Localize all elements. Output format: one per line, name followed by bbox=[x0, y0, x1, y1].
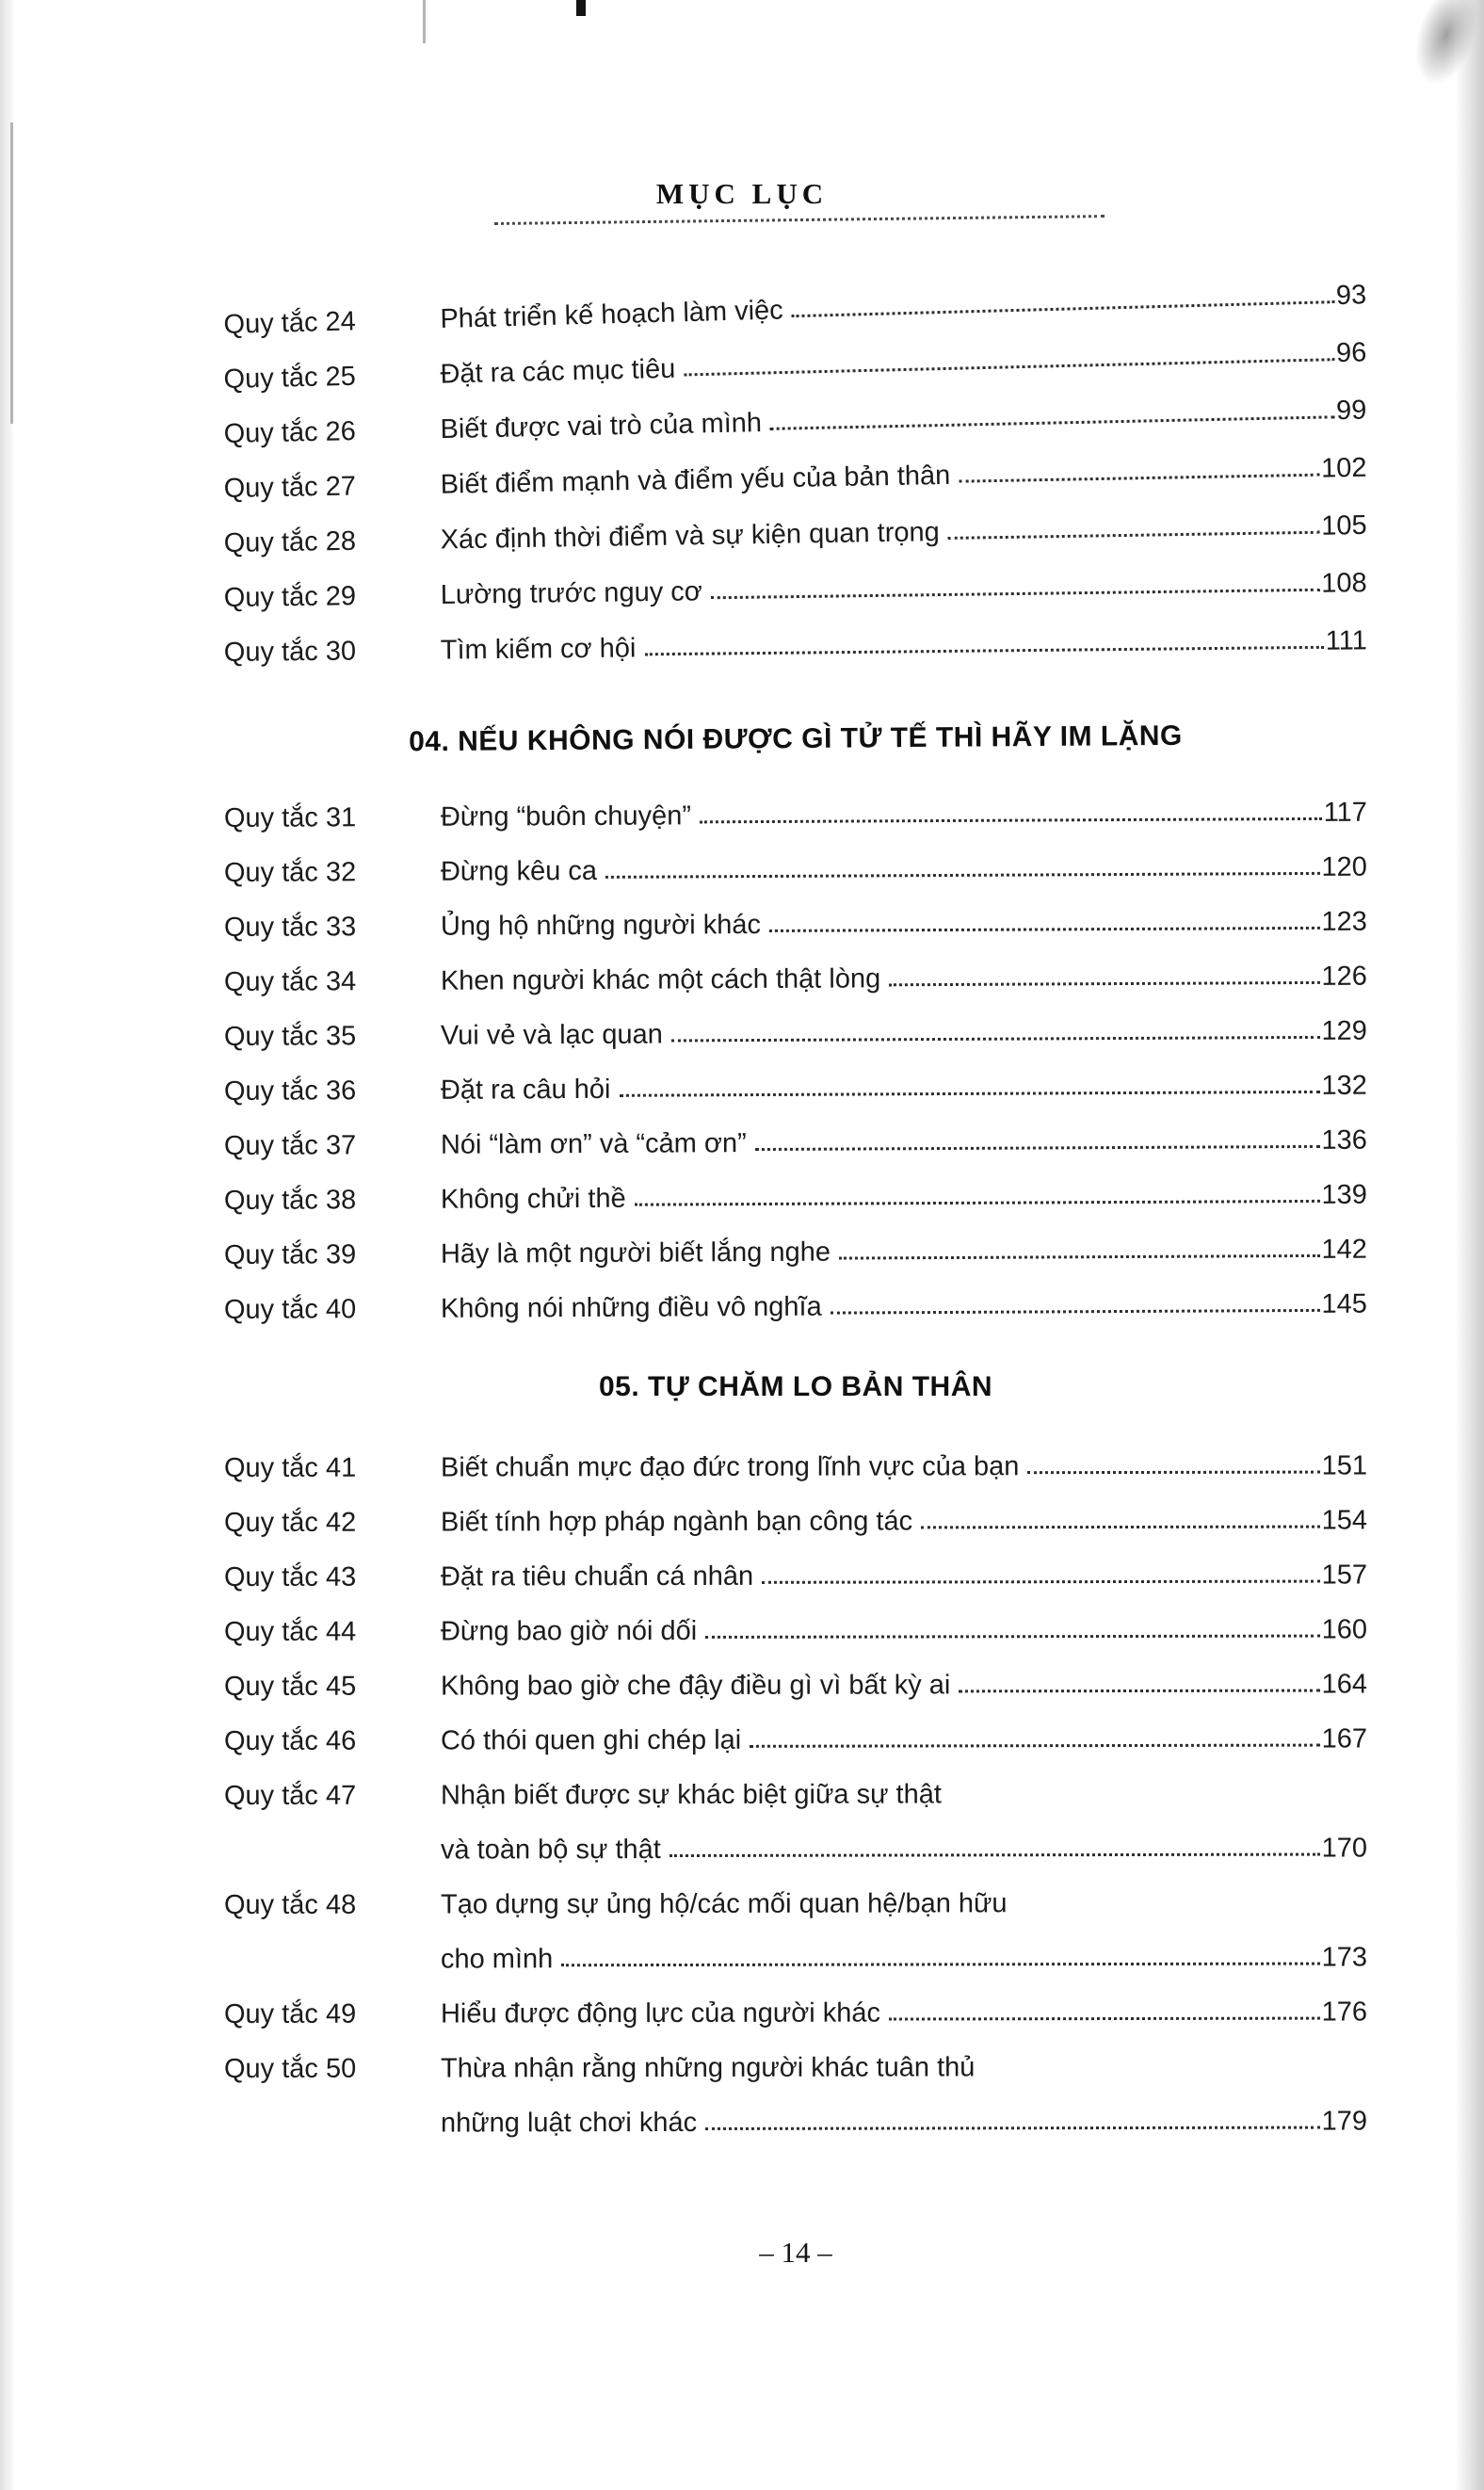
entry-title-continued: cho mình bbox=[440, 1944, 554, 1975]
toc-entry-row bbox=[224, 1700, 1367, 1757]
entry-rule-label: Quy tắc 42 bbox=[223, 1507, 357, 1539]
dot-leader-line bbox=[959, 1690, 1319, 1693]
entry-rule-label: Quy tắc 34 bbox=[223, 966, 357, 998]
toc-entry-row bbox=[224, 1591, 1367, 1648]
entry-title: Khen người khác một cách thật lòng bbox=[440, 963, 881, 996]
dot-leader-line bbox=[839, 1254, 1320, 1260]
entry-title: Lường trước nguy cơ bbox=[440, 576, 702, 611]
dot-leader-line bbox=[1027, 1471, 1319, 1475]
entry-rule-label: Quy tắc 49 bbox=[223, 1998, 357, 2030]
entry-rule-label: Quy tắc 26 bbox=[223, 416, 357, 450]
toc-entry-row bbox=[224, 1809, 1367, 1867]
entry-page-number: 108 bbox=[1321, 568, 1367, 599]
toc-entry-row bbox=[224, 1427, 1367, 1484]
entry-title: Biết điểm mạnh và điểm yếu của bản thân bbox=[440, 460, 951, 500]
toc-section-05-entries bbox=[224, 1430, 1367, 2140]
entry-title: Nói “làm ơn” và “cảm ơn” bbox=[440, 1128, 747, 1160]
footer-page-number: – 14 – bbox=[759, 2236, 832, 2269]
entry-page-number: 105 bbox=[1320, 510, 1367, 542]
toc-content bbox=[0, 280, 1484, 2140]
toc-entry-row bbox=[224, 1266, 1367, 1326]
dot-leader-line bbox=[755, 1145, 1320, 1151]
dot-leader-line bbox=[792, 300, 1334, 317]
entry-page-number: 126 bbox=[1321, 961, 1367, 993]
toc-entry-row bbox=[224, 1481, 1367, 1539]
entry-rule-label: Quy tắc 28 bbox=[223, 525, 357, 559]
entry-title: Biết chuẩn mực đạo đức trong lĩnh vực của bạn bbox=[440, 1451, 1020, 1483]
scan-tick bbox=[423, 0, 426, 43]
dot-leader-line bbox=[831, 1309, 1320, 1315]
dot-leader-line bbox=[561, 1963, 1319, 1967]
entry-page-number: 120 bbox=[1321, 851, 1367, 883]
dot-leader-line bbox=[635, 1200, 1320, 1206]
entry-page-number: 160 bbox=[1321, 1614, 1367, 1645]
toc-entry-row bbox=[224, 1864, 1367, 1921]
entry-rule-label: Quy tắc 35 bbox=[223, 1021, 357, 1053]
entry-rule-label: Quy tắc 45 bbox=[223, 1671, 357, 1703]
entry-rule-label: Quy tắc 48 bbox=[223, 1889, 357, 1921]
dot-leader-line bbox=[948, 531, 1319, 540]
entry-rule-label: Quy tắc 29 bbox=[223, 581, 357, 614]
entry-page-number: 99 bbox=[1335, 395, 1367, 427]
entry-page-number: 167 bbox=[1321, 1723, 1367, 1754]
dot-leader-line bbox=[921, 1526, 1319, 1529]
toc-entry-row bbox=[224, 1102, 1367, 1162]
entry-title: Hãy là một người biết lắng nghe bbox=[440, 1237, 831, 1269]
toc-section-04-entries bbox=[224, 780, 1367, 1326]
toc-entry-row bbox=[224, 1211, 1367, 1271]
entry-page-number: 117 bbox=[1323, 797, 1367, 828]
entry-page-number: 151 bbox=[1321, 1450, 1367, 1481]
toc-entry-row bbox=[224, 1918, 1367, 1976]
entry-rule-label: Quy tắc 37 bbox=[223, 1130, 357, 1162]
page-header bbox=[0, 177, 1484, 243]
toc-entry-row bbox=[224, 1973, 1367, 2030]
entry-title: Đặt ra câu hỏi bbox=[440, 1074, 611, 1106]
entry-page-number: 142 bbox=[1321, 1234, 1367, 1266]
toc-entry-row bbox=[224, 993, 1367, 1053]
entry-title: Có thói quen ghi chép lại bbox=[440, 1724, 742, 1756]
entry-title: Đừng kêu ca bbox=[440, 856, 598, 887]
entry-page-number: 93 bbox=[1335, 280, 1367, 312]
entry-title: Phát triển kế hoạch làm việc bbox=[440, 295, 784, 335]
entry-rule-label: Quy tắc 36 bbox=[223, 1075, 357, 1108]
toc-entry-row bbox=[224, 774, 1367, 834]
entry-page-number: 164 bbox=[1321, 1669, 1367, 1700]
entry-title: Đừng bao giờ nói dối bbox=[440, 1616, 698, 1647]
entry-page-number: 173 bbox=[1321, 1942, 1367, 1973]
entry-page-number: 176 bbox=[1321, 1997, 1367, 2028]
entry-rule-label: Quy tắc 41 bbox=[223, 1452, 357, 1484]
entry-title: Biết được vai trò của mình bbox=[440, 408, 763, 445]
dot-leader-line bbox=[705, 1635, 1319, 1639]
toc-entry-row bbox=[224, 1754, 1367, 1812]
entry-title: Hiểu được động lực của người khác bbox=[440, 1997, 881, 2029]
dot-leader-line bbox=[605, 872, 1319, 879]
entry-rule-label: Quy tắc 50 bbox=[223, 2053, 357, 2085]
dot-leader-line bbox=[889, 981, 1319, 986]
entry-rule-label: Quy tắc 44 bbox=[223, 1616, 357, 1648]
section-heading-04: 04. NẾU KHÔNG NÓI ĐƯỢC GÌ TỬ TẾ THÌ HÃY IM LẶNG bbox=[409, 720, 1183, 758]
entry-rule-label: Quy tắc 32 bbox=[223, 857, 357, 889]
title-dotted-rule bbox=[494, 215, 1105, 225]
page-title: MỤC LỤC bbox=[655, 177, 829, 210]
section-heading-05: 05. TỰ CHĂM LO BẢN THÂN bbox=[598, 1371, 993, 1402]
entry-rule-label: Quy tắc 33 bbox=[223, 912, 357, 944]
entry-title-continued: và toàn bộ sự thật bbox=[440, 1835, 661, 1866]
entry-page-number: 136 bbox=[1321, 1124, 1367, 1156]
toc-entry-row bbox=[224, 883, 1367, 944]
entry-title: Thừa nhận rằng những người khác tuân thủ bbox=[440, 2052, 976, 2084]
entry-rule-label: Quy tắc 47 bbox=[223, 1780, 357, 1812]
entry-rule-label: Quy tắc 46 bbox=[223, 1725, 357, 1757]
entry-page-number: 154 bbox=[1321, 1505, 1367, 1536]
entry-rule-label: Quy tắc 38 bbox=[223, 1185, 357, 1217]
entry-title: Ủng hộ những người khác bbox=[440, 910, 761, 942]
entry-page-number: 157 bbox=[1321, 1560, 1367, 1591]
dot-leader-line bbox=[711, 589, 1320, 599]
entry-title: Tìm kiếm cơ hội bbox=[440, 633, 637, 666]
entry-rule-label: Quy tắc 31 bbox=[223, 802, 357, 834]
entry-title: Không chửi thề bbox=[440, 1183, 626, 1215]
toc-entry-row bbox=[224, 829, 1367, 889]
entry-title-continued: những luật chơi khác bbox=[440, 2108, 698, 2139]
dot-leader-line bbox=[889, 2017, 1320, 2021]
entry-title: Xác định thời điểm và sự kiện quan trọng bbox=[440, 517, 941, 556]
entry-rule-label: Quy tắc 39 bbox=[223, 1239, 357, 1271]
toc-entry-row bbox=[224, 1156, 1367, 1217]
entry-title: Nhận biết được sự khác biệt giữa sự thật bbox=[440, 1779, 942, 1811]
dot-leader-line bbox=[619, 1091, 1319, 1097]
dot-leader-line bbox=[700, 817, 1322, 823]
entry-title: Tạo dựng sự ủng hộ/các mối quan hệ/bạn hữu bbox=[440, 1888, 1008, 1920]
toc-entry-row bbox=[224, 1047, 1367, 1108]
entry-rule-label: Quy tắc 43 bbox=[223, 1561, 357, 1593]
entry-rule-label: Quy tắc 24 bbox=[223, 306, 357, 341]
entry-rule-label: Quy tắc 30 bbox=[223, 636, 357, 669]
toc-entry-row bbox=[224, 1536, 1367, 1593]
entry-page-number: 179 bbox=[1321, 2106, 1367, 2137]
entry-title: Đặt ra tiêu chuẩn cá nhân bbox=[440, 1560, 754, 1593]
dot-leader-line bbox=[750, 1744, 1319, 1748]
toc-entry-row bbox=[224, 938, 1367, 998]
dot-leader-line bbox=[669, 1853, 1320, 1857]
dot-leader-line bbox=[644, 646, 1323, 656]
scan-mark bbox=[576, 0, 586, 16]
entry-title: Không bao giờ che đậy điều gì vì bất kỳ ai bbox=[440, 1670, 951, 1702]
entry-rule-label: Quy tắc 25 bbox=[223, 361, 357, 396]
entry-rule-label: Quy tắc 40 bbox=[223, 1294, 357, 1326]
entry-page-number: 96 bbox=[1335, 337, 1367, 369]
entry-rule-label: Quy tắc 27 bbox=[223, 471, 357, 505]
entry-page-number: 129 bbox=[1321, 1015, 1367, 1047]
toc-section-03-entries bbox=[223, 280, 1367, 669]
entry-title: Đặt ra các mục tiêu bbox=[440, 353, 676, 390]
entry-title: Đừng “buôn chuyện” bbox=[440, 800, 692, 833]
toc-entry-row bbox=[223, 602, 1367, 669]
entry-page-number: 170 bbox=[1321, 1833, 1367, 1864]
dot-leader-line bbox=[671, 1036, 1320, 1043]
toc-entry-row bbox=[224, 2028, 1367, 2085]
entry-page-number: 102 bbox=[1320, 452, 1367, 484]
dot-leader-line bbox=[762, 1580, 1319, 1584]
dot-leader-line bbox=[959, 474, 1319, 483]
entry-page-number: 145 bbox=[1321, 1288, 1367, 1320]
entry-page-number: 111 bbox=[1325, 625, 1367, 656]
entry-page-number: 139 bbox=[1321, 1179, 1367, 1211]
toc-entry-row bbox=[224, 1645, 1367, 1703]
entry-title: Vui vẻ và lạc quan bbox=[440, 1019, 663, 1051]
dot-leader-line bbox=[769, 927, 1320, 932]
entry-page-number: 132 bbox=[1321, 1070, 1367, 1102]
entry-title: Không nói những điều vô nghĩa bbox=[440, 1291, 822, 1324]
entry-title: Biết tính hợp pháp ngành bạn công tác bbox=[440, 1506, 913, 1538]
dot-leader-line bbox=[770, 415, 1334, 430]
toc-entry-row bbox=[224, 2082, 1367, 2140]
entry-page-number: 123 bbox=[1321, 906, 1367, 938]
dot-leader-line bbox=[705, 2126, 1319, 2130]
